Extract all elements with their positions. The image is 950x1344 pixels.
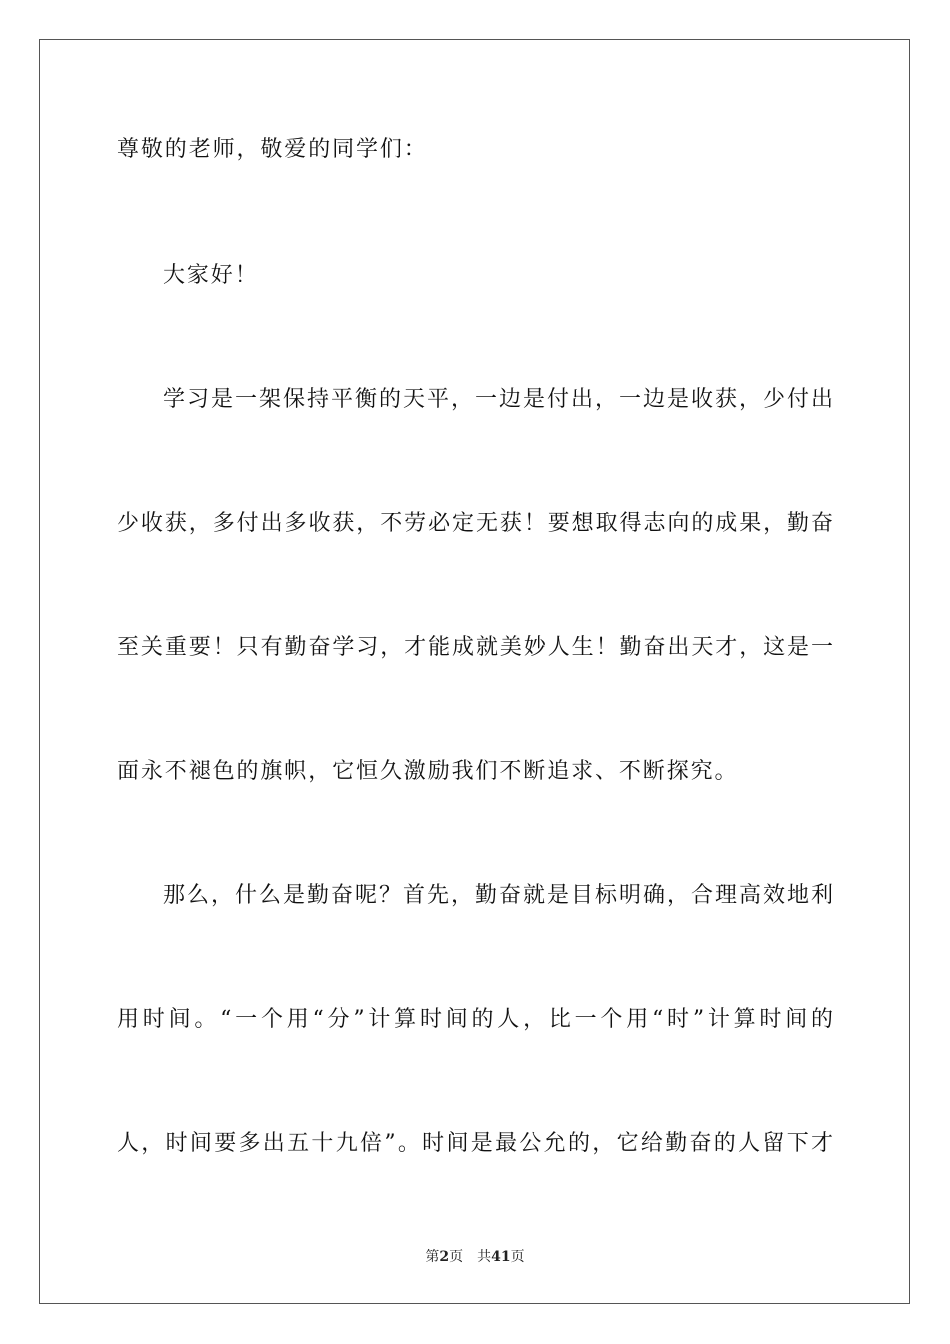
paragraph-2-line-2: 用时间。“一个用“分”计算时间的人，比一个用“时”计算时间的 [117, 1007, 833, 1032]
page-footer [0, 1247, 950, 1267]
page-prefix: 第 [425, 1249, 440, 1265]
paragraph-2-line-3: 人，时间要多出五十九倍”。时间是最公允的，它给勤奋的人留下才 [117, 1131, 833, 1156]
total-page-count: 41 [491, 1249, 511, 1265]
paragraph-1-line-4: 面永不褪色的旗帜，它恒久激励我们不断追求、不断探究。 [117, 759, 739, 784]
greeting-line: 大家好！ [163, 263, 259, 288]
current-page-number: 2 [439, 1249, 450, 1265]
paragraph-1-line-2: 少收获，多付出多收获，不劳必定无获！要想取得志向的成果，勤奋 [117, 511, 833, 536]
total-prefix: 共 [477, 1249, 492, 1265]
paragraph-2-line-1: 那么，什么是勤奋呢？首先，勤奋就是目标明确，合理高效地利 [163, 883, 833, 908]
paragraph-1-line-1: 学习是一架保持平衡的天平，一边是付出，一边是收获，少付出 [163, 387, 833, 412]
page-suffix: 页 [449, 1249, 464, 1265]
page-border [39, 39, 910, 1304]
total-suffix: 页 [510, 1249, 525, 1265]
paragraph-1-line-3: 至关重要！只有勤奋学习，才能成就美妙人生！勤奋出天才，这是一 [117, 635, 833, 660]
salutation-line: 尊敬的老师，敬爱的同学们： [117, 137, 428, 162]
